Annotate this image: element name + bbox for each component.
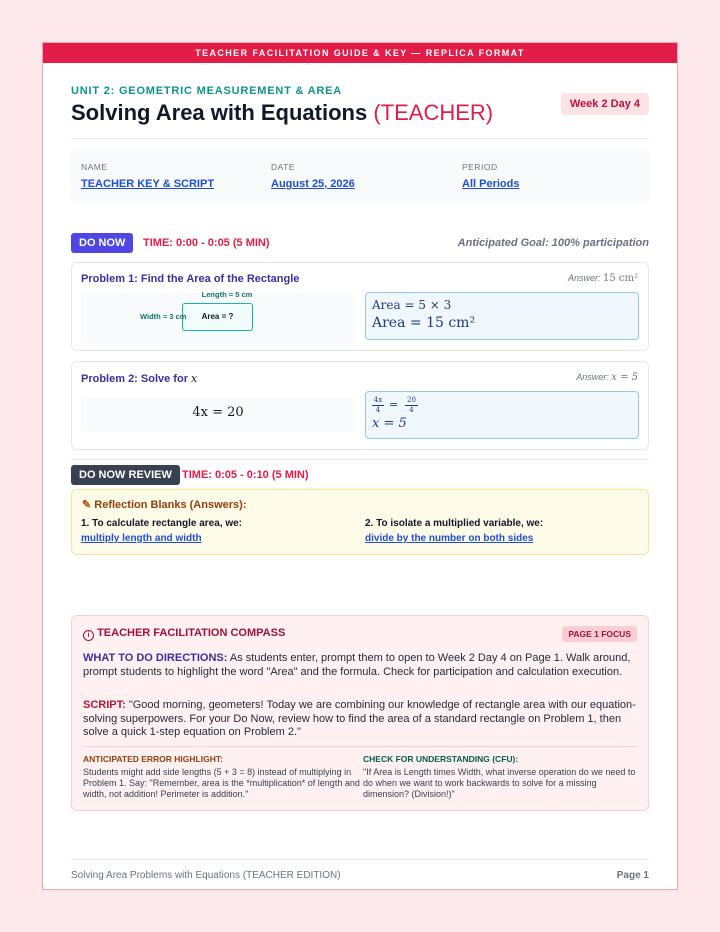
directions-text: As students enter, prompt them to open to Week 2 Day 4 on Page 1. Walk around, prompt students to highlight the word "Area" and the formula. Check for participation and calculation execution. (83, 652, 631, 678)
cfu-text: "If Area is Length times Width, what inverse operation do we need to do when we want to work backwards to solve for a missing dimension? (Division!)" (363, 767, 636, 799)
title-suffix: (TEACHER) (373, 100, 494, 125)
compass-divider (83, 746, 637, 747)
compass-title-text: TEACHER FACILITATION COMPASS (97, 627, 286, 639)
compass-title (83, 627, 285, 641)
page-number: Page 1 (616, 870, 649, 881)
directions-paragraph (83, 652, 637, 679)
step-1-left-denominator: 4 (375, 406, 381, 414)
directions-label: WHAT TO DO DIRECTIONS: (83, 652, 228, 664)
header-divider (71, 138, 649, 139)
problem-1-answer-value: 15 cm² (603, 273, 638, 284)
do-now-time: TIME: 0:00 - 0:05 (5 MIN) (143, 237, 270, 249)
problem-1-work-area (81, 290, 355, 343)
period-label: PERIOD (462, 162, 498, 172)
step-1-equals: = (389, 398, 399, 411)
error-highlight-text: Students might add side lengths (5 + 3 = 8) instead of multiplying in Problem 1. Say: "Remember, area is the *multiplication* of length and width, not addition! Perimeter is addition." (83, 767, 360, 799)
do-now-goal: Anticipated Goal: 100% participation (457, 237, 649, 249)
reflection-question-2: 2. To isolate a multiplied variable, we: (365, 518, 544, 529)
sparkle-icon: ✎ (82, 499, 92, 511)
problem-2-solution (365, 391, 639, 439)
problem-2-answer-label: Answer: (576, 372, 609, 382)
page-focus-badge: PAGE 1 FOCUS (562, 626, 637, 642)
rectangle-length-label: Length = 5 cm (201, 290, 253, 299)
review-header (71, 465, 649, 487)
problem-2-title-variable: x (191, 372, 198, 385)
problem-2-equation: 4x = 20 (192, 405, 244, 420)
section-divider (71, 459, 649, 460)
error-highlight-title: ANTICIPATED ERROR HIGHLIGHT: (83, 754, 223, 764)
name-label: NAME (81, 162, 108, 172)
step-1-left-numerator: 4x (373, 396, 383, 404)
problem-2-solution-step-1 (372, 396, 432, 418)
problem-1-card (71, 262, 649, 351)
unit-label: UNIT 2: GEOMETRIC MEASUREMENT & AREA (71, 85, 343, 97)
date-value[interactable]: August 25, 2026 (271, 178, 355, 190)
worksheet-page (42, 42, 678, 890)
reflection-title-text: Reflection Blanks (Answers): (94, 499, 247, 511)
problem-2-title (81, 372, 197, 385)
page-content (71, 63, 649, 889)
cfu-title: CHECK FOR UNDERSTANDING (CFU): (363, 754, 519, 764)
period-field (462, 162, 519, 190)
script-text: "Good morning, geometers! Today we are combining our knowledge of rectangle area with our equation-solving superpowers. For your Do Now, review how to find the area of a standard rectangle on Problem 1, then solve a quick 1-step equation on Problem 2." (83, 699, 636, 738)
page-title (71, 100, 493, 126)
step-1-right-denominator: 4 (409, 406, 414, 414)
step-1-right-numerator: 20 (407, 396, 416, 404)
problem-2-title-text: Problem 2: Solve for (81, 373, 188, 385)
top-banner: TEACHER FACILITATION GUIDE & KEY — REPLICA FORMAT (43, 43, 677, 63)
problem-2-answer (576, 372, 638, 383)
reflection-answer-1[interactable]: multiply length and width (81, 533, 202, 544)
name-value[interactable]: TEACHER KEY & SCRIPT (81, 178, 215, 190)
rectangle-width-label: Width = 3 cm (140, 312, 187, 321)
problem-2-card (71, 361, 649, 450)
problem-2-work-area (81, 398, 355, 431)
week-badge: Week 2 Day 4 (561, 93, 649, 115)
name-field (81, 162, 214, 190)
error-highlight (83, 754, 363, 800)
footer-divider (71, 859, 649, 860)
info-circle-icon: i (83, 630, 94, 641)
problem-1-answer-label: Answer: (567, 273, 601, 283)
footer-title: Solving Area Problems with Equations (TEACHER EDITION) (71, 870, 341, 881)
reflection-title (82, 498, 246, 511)
script-label: SCRIPT: (83, 699, 126, 711)
teacher-compass-box (71, 615, 649, 811)
problem-2-solution-line-2: x = 5 (372, 416, 407, 431)
script-paragraph (83, 699, 637, 740)
do-now-tag: DO NOW (71, 233, 133, 253)
problem-1-solution-line-1: Area = 5 × 3 (372, 298, 452, 312)
problem-1-answer (568, 273, 638, 284)
review-time: TIME: 0:05 - 0:10 (5 MIN) (182, 469, 309, 481)
review-tag: DO NOW REVIEW (71, 465, 180, 485)
rectangle-area-label: Area = ? (201, 312, 234, 321)
do-now-header (71, 233, 649, 255)
date-label: DATE (271, 162, 296, 172)
period-value[interactable]: All Periods (462, 178, 520, 190)
problem-1-solution-line-2: Area = 15 cm² (372, 315, 476, 331)
problem-2-answer-value: x = 5 (611, 372, 638, 383)
reflection-question-1: 1. To calculate rectangle area, we: (81, 518, 242, 529)
reflection-box (71, 489, 649, 555)
rectangle-diagram (182, 303, 253, 331)
problem-1-title: Problem 1: Find the Area of the Rectangle (81, 273, 300, 285)
title-text: Solving Area with Equations (71, 100, 368, 125)
date-field (271, 162, 355, 190)
cfu-section (363, 754, 643, 800)
problem-1-solution (365, 292, 639, 340)
student-info-bar (71, 151, 649, 203)
reflection-answer-2[interactable]: divide by the number on both sides (365, 533, 534, 544)
